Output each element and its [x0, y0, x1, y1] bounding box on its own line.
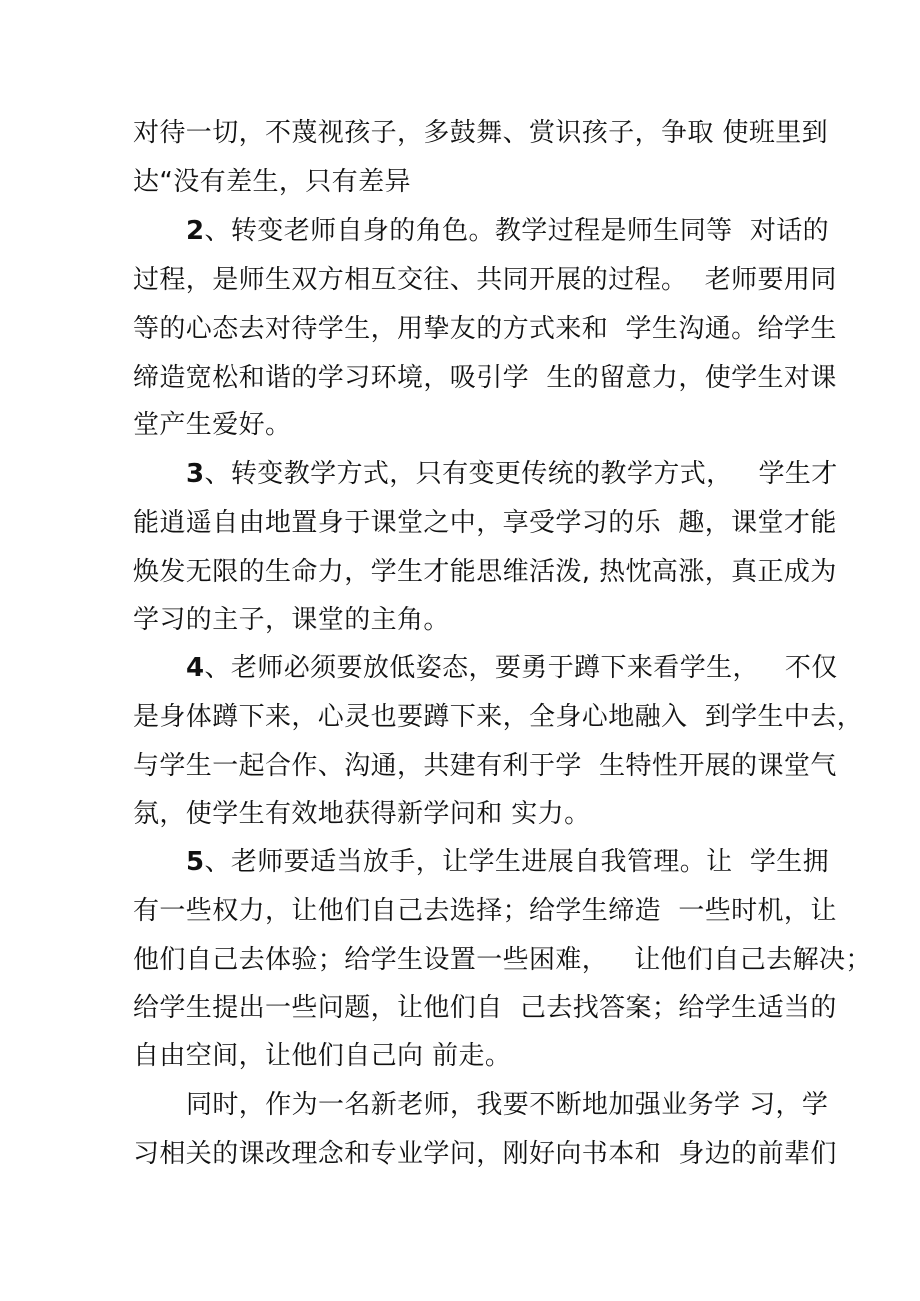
- text-line: 氛，使学生有效地获得新学问和 实力。: [133, 799, 591, 829]
- text-line: 堂产生爱好。: [133, 410, 292, 440]
- text-line: 、老师要适当放手，让学生进展自我管理。让 学生拥: [204, 847, 830, 877]
- text-line: 焕发无限的生命力，学生才能思维活泼, 热忱高涨，真正成为: [133, 557, 837, 587]
- list-number: 2: [186, 216, 205, 246]
- list-number: 5: [186, 847, 205, 877]
- text-line: 等的心态去对待学生，用挚友的方式来和 学生沟通。给学生: [133, 314, 837, 344]
- text-line: 缔造宽松和谐的学习环境，吸引学 生的留意力，使学生对课: [133, 363, 837, 393]
- text-line: 习相关的课改理念和专业学问，刚好向书本和 身边的前辈们: [133, 1139, 837, 1169]
- paragraph-first-line: [186, 211, 829, 251]
- text-line: 、转变教学方式，只有变更传统的教学方式， 学生才: [204, 459, 838, 489]
- text-line: 给学生提出一些问题，让他们自 己去找答案；给学生适当的: [133, 993, 837, 1023]
- text-line: 学习的主子，课堂的主角。: [133, 605, 450, 635]
- text-line: 、转变老师自身的角色。教学过程是师生同等 对话的: [204, 216, 830, 246]
- text-line: 、老师必须要放低姿态，要勇于蹲下来看学生， 不仅: [204, 653, 838, 683]
- text-line: 与学生一起合作、沟通，共建有利于学 生特性开展的课堂气: [133, 751, 837, 781]
- paragraph-first-line: 同时，作为一名新老师，我要不断地加强业务学 习，学: [186, 1090, 829, 1120]
- text-line: 自由空间，让他们自己向 前走。: [133, 1041, 512, 1071]
- text-line: 过程，是师生双方相互交往、共同开展的过程。 老师要用同: [133, 265, 837, 295]
- text-line: 对待一切，不蔑视孩子，多鼓舞、赏识孩子，争取 使班里到: [133, 118, 829, 148]
- text-line: 有一些权力，让他们自己去选择；给学生缔造 一些时机，让: [133, 896, 837, 926]
- list-number: 4: [186, 653, 205, 683]
- paragraph-first-line: [186, 648, 838, 688]
- text-line: 是身体蹲下来，心灵也要蹲下来，全身心地融入 到学生中去，: [133, 702, 864, 732]
- text-line: 他们自己去体验；给学生设置一些困难， 让他们自己去解决；: [133, 945, 872, 975]
- list-number: 3: [186, 459, 205, 489]
- paragraph-first-line: [186, 842, 829, 882]
- paragraph-first-line: [186, 454, 838, 494]
- text-line: 达“没有差生，只有差异: [133, 167, 411, 197]
- text-line: 能逍遥自由地置身于课堂之中，享受学习的乐 趣，课堂才能: [133, 508, 837, 538]
